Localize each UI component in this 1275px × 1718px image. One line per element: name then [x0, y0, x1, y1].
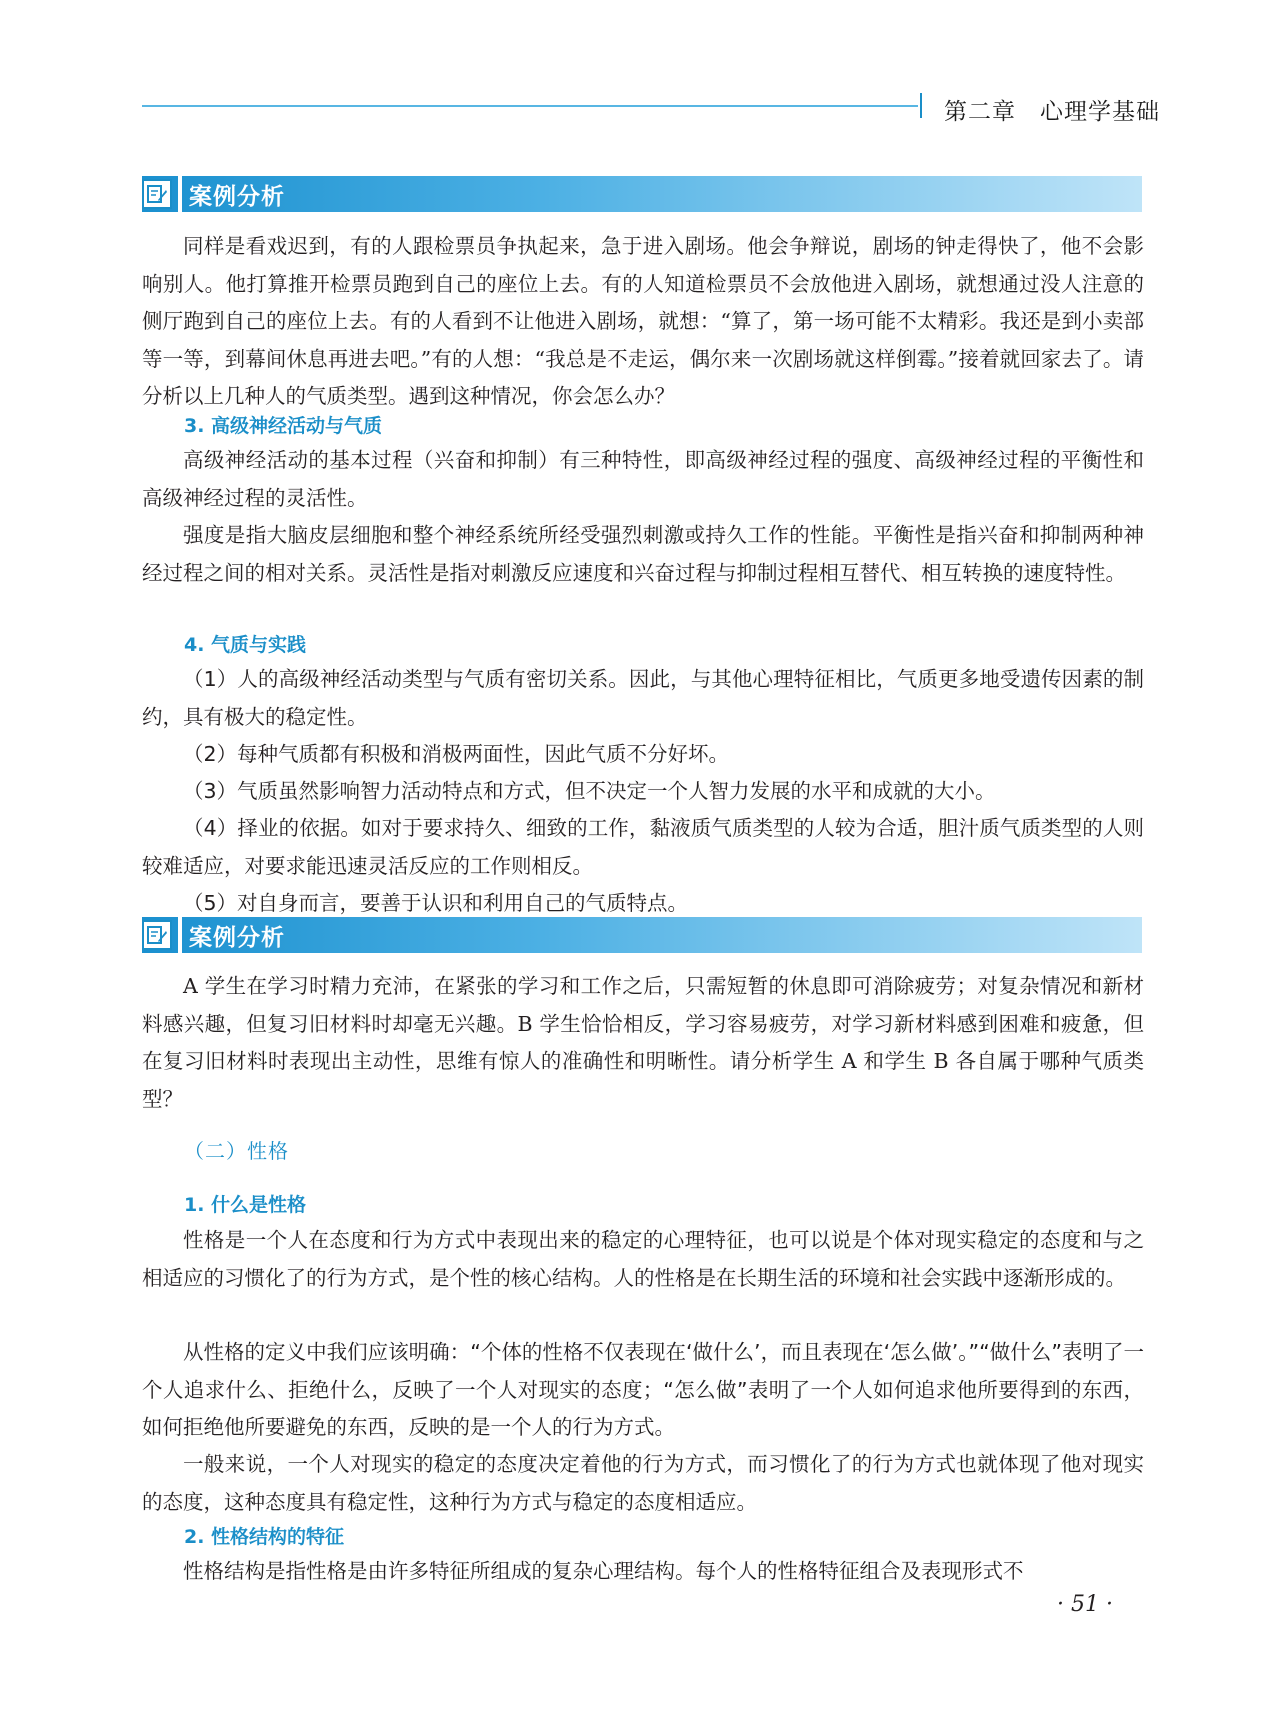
paragraph: （3）气质虽然影响智力活动特点和方式，但不决定一个人智力发展的水平和成就的大小。: [183, 779, 996, 803]
chapter-title: 第二章 心理学基础: [944, 99, 1160, 125]
paragraph: 性格是一个人在态度和行为方式中表现出来的稳定的心理特征，也可以说是个体对现实稳定的态度和与之相适应的习惯化了的行为方式，是个性的核心结构。人的性格是在长期生活的环境和社会实践中逐渐形成的。: [142, 1228, 1144, 1290]
subheading: 3. 高级神经活动与气质: [184, 415, 383, 437]
subheading: 4. 气质与实践: [184, 634, 307, 656]
case-analysis-banner: [142, 917, 1142, 953]
document-pencil-icon: [142, 179, 172, 209]
paragraph: 强度是指大脑皮层细胞和整个神经系统所经受强烈刺激或持久工作的性能。平衡性是指兴奋和抑制两种神经过程之间的相对关系。灵活性是指对刺激反应速度和兴奋过程与抑制过程相互替代、相互转换的速度特性。: [142, 523, 1144, 585]
case-paragraph: 同样是看戏迟到，有的人跟检票员争执起来，急于进入剧场。他会争辩说，剧场的钟走得快了，他不会影响别人。他打算推开检票员跑到自己的座位上去。有的人知道检票员不会放他进入剧场，就想通过没人注意的侧厅跑到自己的座位上去。有的人看到不让他进入剧场，就想：“算了，第一场可能不太精彩。我还是到小卖部等一等，到幕间休息再进去吧。”有的人想：“我总是不走运，偶尔来一次剧场就这样倒霉。”接着就回家去了。请分析以上几种人的气质类型。遇到这种情况，你会怎么办？: [142, 234, 1144, 408]
header-divider: [920, 93, 922, 118]
banner-separator: [178, 176, 182, 212]
subheading: 1. 什么是性格: [184, 1194, 307, 1216]
paragraph: （4）择业的依据。如对于要求持久、细致的工作，黏液质气质类型的人较为合适，胆汁质气质类型的人则较难适应，对要求能迅速灵活反应的工作则相反。: [142, 816, 1144, 878]
paragraph: 高级神经活动的基本过程（兴奋和抑制）有三种特性，即高级神经过程的强度、高级神经过程的平衡性和高级神经过程的灵活性。: [142, 448, 1144, 510]
case-analysis-banner: [142, 176, 1142, 212]
page-number: · 51 ·: [1057, 1592, 1113, 1617]
paragraph: （5）对自身而言，要善于认识和利用自己的气质特点。: [183, 891, 689, 915]
banner-separator: [178, 917, 182, 953]
section-heading: （二）性格: [184, 1139, 289, 1163]
paragraph: （2）每种气质都有积极和消极两面性，因此气质不分好坏。: [183, 742, 730, 766]
case-analysis-title: 案例分析: [189, 184, 285, 210]
subheading: 2. 性格结构的特征: [184, 1526, 345, 1548]
case-paragraph: A 学生在学习时精力充沛，在紧张的学习和工作之后，只需短暂的休息即可消除疲劳；对复杂情况和新材料感兴趣，但复习旧材料时却毫无兴趣。B 学生恰恰相反，学习容易疲劳，对学习新材料感到困难和疲惫，但在复习旧材料时表现出主动性，思维有惊人的准确性和明晰性。请分析学生 A 和学生 B 各自属于哪种气质类型？: [142, 974, 1144, 1111]
header-rule: [142, 105, 918, 107]
paragraph: 性格结构是指性格是由许多特征所组成的复杂心理结构。每个人的性格特征组合及表现形式不: [183, 1559, 1024, 1583]
paragraph: （1）人的高级神经活动类型与气质有密切关系。因此，与其他心理特征相比，气质更多地受遗传因素的制约，具有极大的稳定性。: [142, 667, 1144, 729]
paragraph: 从性格的定义中我们应该明确：“个体的性格不仅表现在‘做什么’，而且表现在‘怎么做’。”“做什么”表明了一个人追求什么、拒绝什么，反映了一个人对现实的态度；“怎么做”表明了一个人如何追求他所要得到的东西，如何拒绝他所要避免的东西，反映的是一个人的行为方式。: [142, 1340, 1144, 1439]
document-pencil-icon: [142, 920, 172, 950]
case-analysis-title: 案例分析: [189, 925, 285, 951]
paragraph: 一般来说，一个人对现实的稳定的态度决定着他的行为方式，而习惯化了的行为方式也就体现了他对现实的态度，这种态度具有稳定性，这种行为方式与稳定的态度相适应。: [142, 1452, 1144, 1514]
